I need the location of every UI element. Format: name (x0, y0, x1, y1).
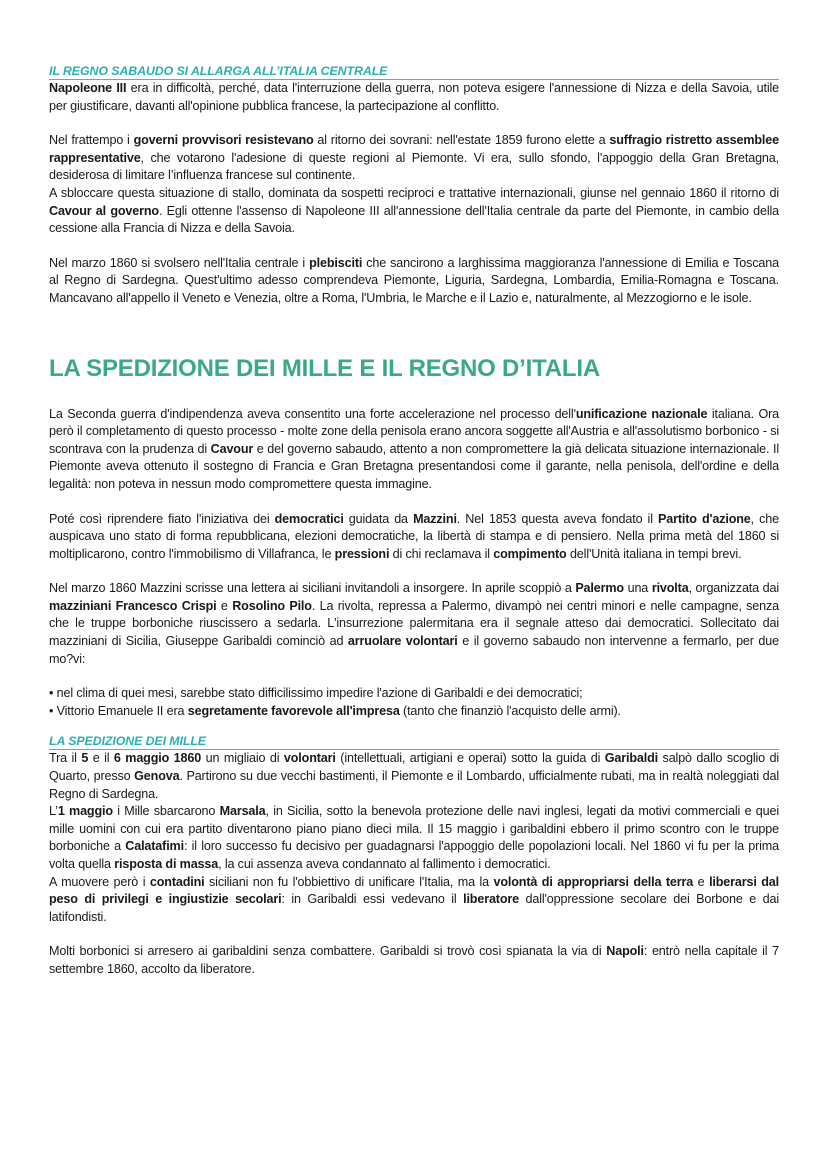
bold-term: contadini (149, 874, 205, 889)
subheading-spedizione-mille: LA SPEDIZIONE DEI MILLE (49, 734, 779, 750)
paragraph: La Seconda guerra d'indipendenza aveva consentito una forte accelerazione nel processo dell'unificazione nazionale italiana. Ora però il completamento di questo processo - molte zone della penisola erano ancora soggette all'Austria e all'assolutismo borbonico - si scontrava con la prudenza di Cavour e del governo sabaudo, attento a non compromettere la già delicata situazione internazionale. Il Piemonte aveva ottenuto il sostegno di Francia e Gran Bretagna presentandosi come il garante, nella penisola, dell'ordine e della legalità: non poteva in nessun modo compromettere questa immagine. (49, 406, 779, 491)
bold-term: governi provvisori resistevano (133, 133, 314, 148)
bullet-item: • Vittorio Emanuele II era segretamente favorevole all'impresa (tanto che finanziò l'acquisto delle armi). (49, 703, 779, 721)
bold-term: Cavour al governo (49, 203, 159, 218)
paragraph: Poté così riprendere fiato l'iniziativa dei democratici guidata da Mazzini. Nel 1853 questa aveva fondato il Partito d'azione, che auspicava uno stato di forma repubblicana, elezioni democratiche, la libertà di stampa e di pensiero. Nella prima metà del 1860 si moltiplicarono, contro l'immobilismo di Villafranca, le pressioni di chi reclamava il compimento dell'Unità italiana in tempi brevi. (49, 511, 779, 561)
bullet-item: • nel clima di quei mesi, sarebbe stato difficilissimo impedire l'azione di Garibaldi e dei democratici; (49, 685, 779, 703)
bold-term: Partito d'azione (657, 511, 751, 526)
paragraph: A sbloccare questa situazione di stallo, dominata da sospetti reciproci e trattative internazionali, giunse nel gennaio 1860 il ritorno di Cavour al governo. Egli ottenne l'assenso di Napoleone III all'annessione dell'Italia centrale da parte del Piemonte, in cambio della cessione alla Francia di Nizza e della Savoia. (49, 185, 779, 236)
bold-term: Genova (134, 769, 180, 784)
section-title: LA SPEDIZIONE DEI MILLE E IL REGNO D’ITALIA (49, 354, 600, 382)
bold-term: risposta di massa (114, 857, 219, 871)
bold-term: 5 (81, 751, 89, 766)
bold-term: Cavour (210, 441, 254, 456)
bold-term: segretamente favorevole all'impresa (187, 703, 400, 718)
bold-term: liberarsi dal peso di privilegi e ingiustizie secolari (49, 874, 779, 907)
document-page (49, 64, 779, 979)
paragraph: Napoleone III era in difficoltà, perché, data l'interruzione della guerra, non poteva esigere l'annessione di Nizza e della Savoia, utile per giustificare, davanti all'opinione pubblica francese, la partecipazione al conflitto. (49, 81, 779, 113)
bullet-list (49, 685, 779, 720)
bold-term: Mazzini (413, 511, 457, 526)
bold-term: Napoleone III (49, 81, 127, 95)
bold-term: 6 maggio 1860 (113, 751, 202, 766)
paragraph: Molti borbonici si arresero ai garibaldini senza combattere. Garibaldi si trovò così spianata la via di Napoli: entrò nella capitale il 7 settembre 1860, accolto da liberatore. (49, 944, 780, 976)
bold-term: Napoli (606, 944, 644, 959)
bold-term: Marsala (219, 804, 266, 819)
bold-term: 1 maggio (57, 804, 113, 819)
bold-term: Garibaldi (604, 751, 659, 766)
paragraph: Nel frattempo i governi provvisori resistevano al ritorno dei sovrani: nell'estate 1859 furono elette a suffragio ristretto assemblee rappresentative, che votarono l'adesione di queste regioni al Piemonte. Vi era, sullo sfondo, l'appoggio della Gran Bretagna, desiderosa di limitare l’influenza francese sul continente. (49, 133, 779, 183)
bold-term: compimento (493, 546, 567, 561)
bold-term: Palermo (575, 581, 624, 596)
bold-term: Calatafimi (125, 839, 184, 854)
paragraph: Tra il 5 e il 6 maggio 1860 un migliaio di volontari (intellettuali, artigiani e operai) sotto la guida di Garibaldi salpò dallo scoglio di Quarto, presso Genova. Partirono su due vecchi bastimenti, il Piemonte e il Lombardo, ufficialmente rubati, ma in realtà noleggiati dal Regno di Sardegna. (49, 751, 779, 801)
bold-term: democratici (274, 511, 344, 526)
bold-term: plebisciti (309, 255, 363, 270)
bold-term: arruolare volontari (347, 634, 458, 649)
paragraph: A muovere però i contadini siciliani non fu l'obbiettivo di unificare l'Italia, ma la volontà di appropriarsi della terra e liberarsi dal peso di privilegi e ingiustizie secolari: in Garibaldi essi vedevano il liberatore dall'oppressione secolare dei Borbone e dai latifondisti. (49, 874, 779, 924)
paragraph: Nel marzo 1860 Mazzini scrisse una lettera ai siciliani invitandoli a insorgere. In aprile scoppiò a Palermo una rivolta, organizzata dai mazziniani Francesco Crispi e Rosolino Pilo. La rivolta, repressa a Palermo, divampò nei centri minori e nelle campagne, senza che le truppe borboniche riuscissero a sedarla. L'insurrezione palermitana era il segnale atteso dai democratici. Sollecitato dai mazziniani di Sicilia, Giuseppe Garibaldi cominciò ad arruolare volontari e il governo sabaudo non intervenne a fermarlo, per due mo?vi: (49, 581, 779, 666)
bold-term: Rosolino Pilo (232, 598, 312, 613)
bold-term: volontà di appropriarsi della terra (493, 874, 694, 889)
bold-term: liberatore (463, 892, 520, 907)
bold-term: pressioni (334, 546, 390, 561)
subheading-regno-sabaudo: IL REGNO SABAUDO SI ALLARGA ALL’ITALIA CENTRALE (49, 64, 779, 80)
bold-term: mazziniani Francesco Crispi (49, 598, 217, 613)
bold-term: suffragio ristretto assemblee rappresentative (49, 133, 779, 165)
paragraph: Nel marzo 1860 si svolsero nell'Italia centrale i plebisciti che sancirono a larghissima maggioranza l'annessione di Emilia e Toscana al Regno di Sardegna. Quest'ultimo adesso comprendeva Piemonte, Liguria, Sardegna, Lombardia, Emilia-Romagna e Toscana. Mancavano all'appello il Veneto e Venezia, oltre a Roma, l'Umbria, le Marche e il Lazio e, naturalmente, al Mezzogiorno e le isole. (49, 255, 779, 305)
bold-term: unificazione nazionale (575, 406, 708, 421)
bold-term: rivolta (651, 581, 689, 596)
paragraph: L’1 maggio i Mille sbarcarono Marsala, in Sicilia, sotto la benevola protezione delle navi inglesi, legati da motivi commerciali e quei mille uomini con cui era partito diventarono piano piano dieci mila. Il 15 maggio i garibaldini ebbero il primo scontro con le truppe borboniche a Calatafimi: il loro successo fu decisivo per guadagnarsi l'appoggio delle popolazioni locali. Nel 1860 vi fu per la prima volta quella risposta di massa, la cui assenza aveva condannato al fallimento i democratici. (49, 804, 779, 871)
bold-term: volontari (283, 751, 336, 766)
